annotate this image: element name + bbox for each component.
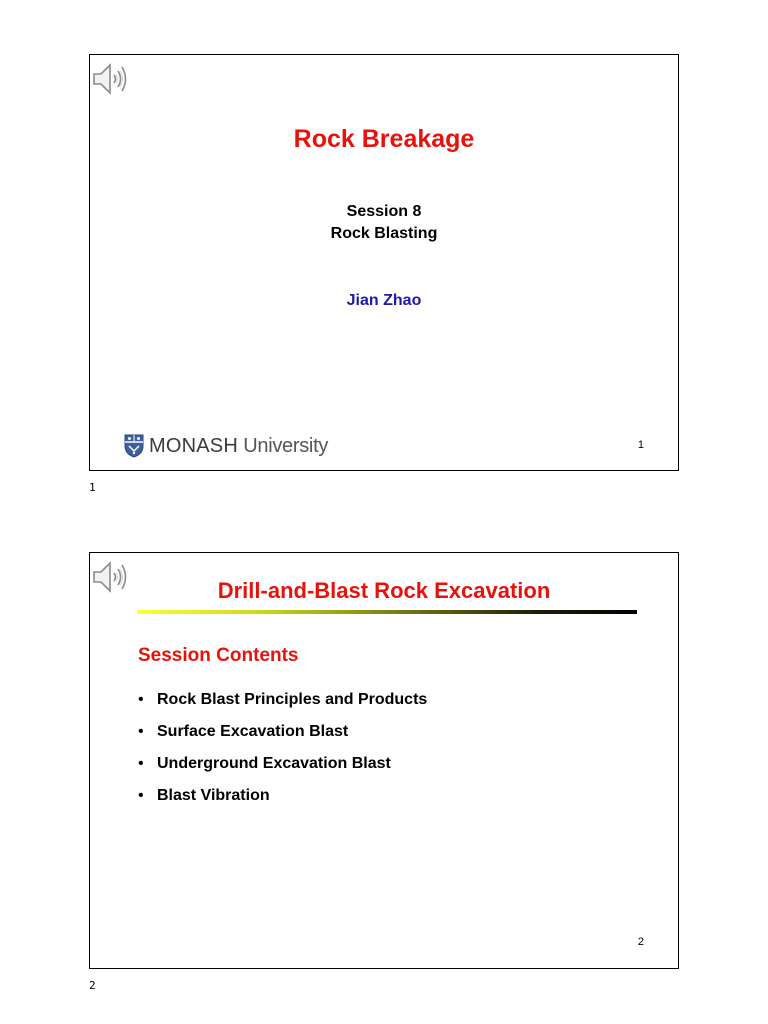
list-item xyxy=(138,755,427,787)
logo-wordmark-bold: MONASH xyxy=(149,434,238,457)
section-heading: Session Contents xyxy=(138,645,299,666)
slide-title: Drill-and-Blast Rock Excavation xyxy=(217,578,551,603)
title-underline xyxy=(137,610,637,614)
slide-1 xyxy=(89,54,679,471)
list-item-text: Rock Blast Principles and Products xyxy=(157,691,428,708)
session-topic: Rock Blasting xyxy=(330,225,438,242)
slide-2 xyxy=(89,552,679,969)
list-item-text: Surface Excavation Blast xyxy=(157,723,349,740)
bullet-icon: • xyxy=(138,723,144,740)
author-name: Jian Zhao xyxy=(346,292,422,309)
bullet-icon: • xyxy=(138,691,144,708)
slide-number: 1 xyxy=(637,439,644,451)
session-contents-list xyxy=(138,691,427,819)
bullet-icon: • xyxy=(138,787,144,804)
session-number: Session 8 xyxy=(346,203,422,220)
list-item-text: Blast Vibration xyxy=(157,787,270,804)
logo-wordmark xyxy=(149,435,328,458)
university-logo xyxy=(124,433,328,459)
slide-title: Rock Breakage xyxy=(293,125,475,153)
logo-wordmark-light: University xyxy=(237,434,329,457)
list-item xyxy=(138,691,427,723)
speaker-icon[interactable] xyxy=(92,61,140,97)
page-label: 1 xyxy=(89,481,96,494)
list-item xyxy=(138,787,427,819)
bullet-icon: • xyxy=(138,755,144,772)
page-label: 2 xyxy=(89,979,96,992)
slide-number: 2 xyxy=(637,936,644,948)
list-item xyxy=(138,723,427,755)
monash-shield-icon xyxy=(124,434,144,458)
list-item-text: Underground Excavation Blast xyxy=(157,755,391,772)
